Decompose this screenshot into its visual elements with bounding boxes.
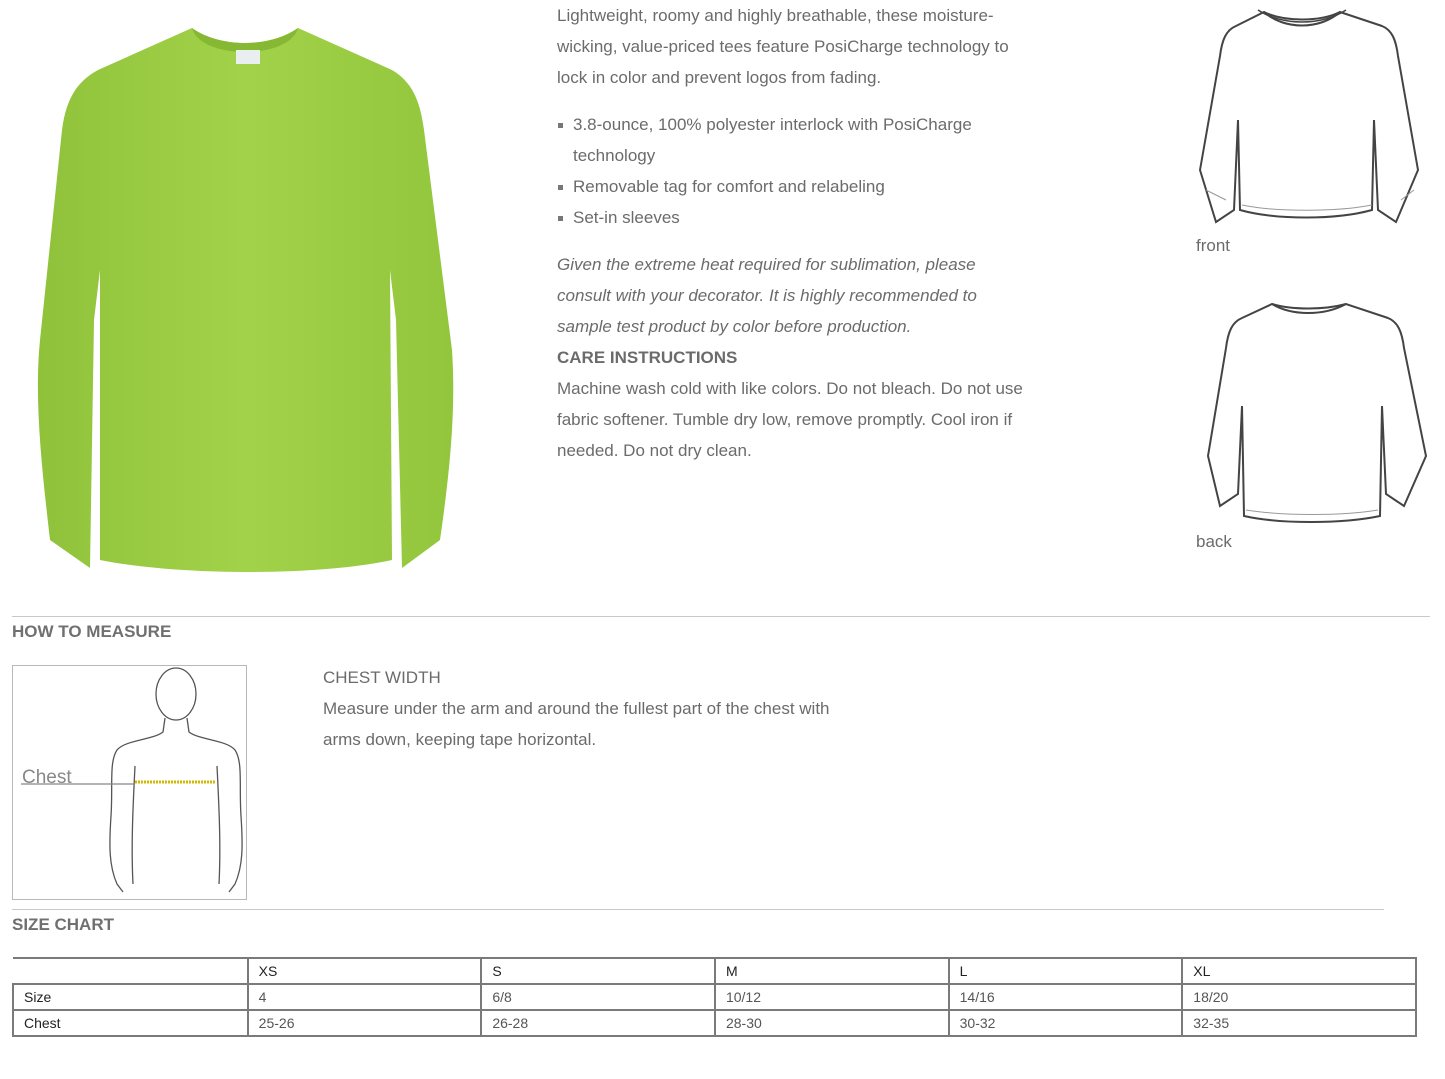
table-cell: 6/8 xyxy=(481,984,715,1010)
size-chart-table xyxy=(12,957,1417,1037)
back-label: back xyxy=(1196,532,1232,551)
measure-diagram xyxy=(12,665,247,900)
care-instructions-title: CARE INSTRUCTIONS xyxy=(557,348,738,367)
feature-item: Set-in sleeves xyxy=(557,202,1027,233)
tee-tag xyxy=(236,50,260,64)
table-cell: 10/12 xyxy=(715,984,949,1010)
size-chart-title: SIZE CHART xyxy=(12,915,114,934)
chest-width-text: Measure under the arm and around the fullest part of the chest with arms down, keeping tape horizontal. xyxy=(323,699,830,749)
table-cell: 4 xyxy=(248,984,482,1010)
measure-instructions xyxy=(323,662,843,755)
front-flat-sketch xyxy=(1196,0,1432,232)
column-header: L xyxy=(949,958,1183,984)
table-row xyxy=(13,1010,1416,1036)
table-cell: 30-32 xyxy=(949,1010,1183,1036)
table-corner-cell xyxy=(13,958,248,984)
section-divider xyxy=(12,616,1430,617)
feature-item: Removable tag for comfort and relabeling xyxy=(557,171,1027,202)
column-header: XL xyxy=(1182,958,1416,984)
size-chart-header-row xyxy=(13,958,1416,984)
feature-list xyxy=(557,109,1027,233)
chest-width-heading: CHEST WIDTH xyxy=(323,668,441,687)
row-label: Size xyxy=(13,984,248,1010)
table-cell: 26-28 xyxy=(481,1010,715,1036)
body-outline-figure xyxy=(13,666,246,899)
tee-body xyxy=(38,28,453,572)
chest-diagram-label: Chest xyxy=(22,767,72,788)
table-cell: 18/20 xyxy=(1182,984,1416,1010)
back-flat-sketch xyxy=(1196,296,1432,528)
sublimation-disclaimer: Given the extreme heat required for sublimation, please consult with your decorator. It is highly recommended to sample test product by color before production. xyxy=(557,255,977,336)
description-intro: Lightweight, roomy and highly breathable, these moisture-wicking, value-priced tees feature PosiCharge technology to lock in color and prevent logos from fading. xyxy=(557,6,1009,87)
column-header: S xyxy=(481,958,715,984)
column-header: M xyxy=(715,958,949,984)
section-divider xyxy=(12,909,1384,910)
table-row xyxy=(13,984,1416,1010)
front-label: front xyxy=(1196,236,1231,255)
row-label: Chest xyxy=(13,1010,248,1036)
how-to-measure-title: HOW TO MEASURE xyxy=(12,622,172,641)
care-instructions-text: Machine wash cold with like colors. Do not bleach. Do not use fabric softener. Tumble dry low, remove promptly. Cool iron if needed. Do not dry clean. xyxy=(557,379,1023,460)
column-header: XS xyxy=(248,958,482,984)
feature-item: 3.8-ounce, 100% polyester interlock with PosiCharge technology xyxy=(557,109,1027,171)
product-photo xyxy=(20,20,470,580)
table-cell: 25-26 xyxy=(248,1010,482,1036)
table-cell: 32-35 xyxy=(1182,1010,1416,1036)
product-description xyxy=(557,0,1027,466)
table-cell: 14/16 xyxy=(949,984,1183,1010)
table-cell: 28-30 xyxy=(715,1010,949,1036)
